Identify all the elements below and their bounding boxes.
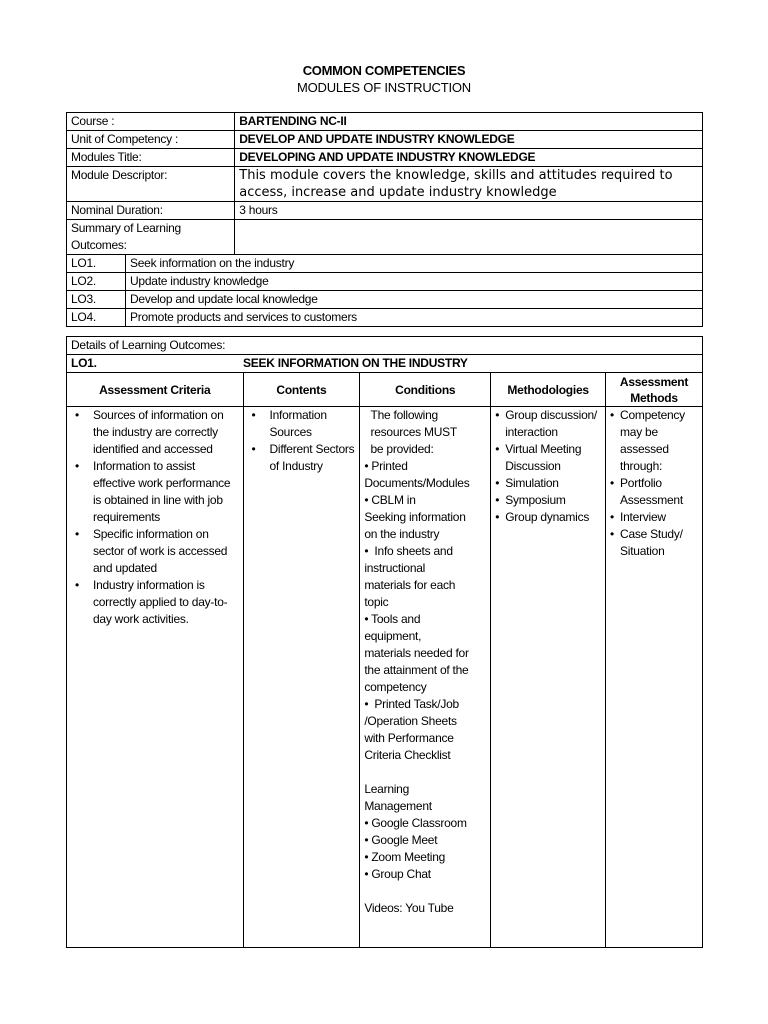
list-item: • Information to assist effective work performance is obtained in line with job requirements [71, 458, 239, 526]
condition-line: be provided: [364, 442, 434, 456]
outcome-code: LO3. [67, 291, 126, 309]
duration-label: Nominal Duration: [67, 202, 235, 220]
condition-line: with Performance [364, 731, 454, 745]
list-item: • Competency may be assessed through: [610, 407, 698, 475]
condition-line: Seeking information [364, 510, 466, 524]
condition-line: Management [364, 799, 432, 813]
contents-cell [243, 407, 360, 948]
outcome-code: LO1. [67, 255, 126, 273]
condition-line: competency [364, 680, 427, 694]
list-item: • Case Study/ Situation [610, 526, 698, 560]
list-item: • Specific information on sector of work is accessed and updated [71, 526, 239, 577]
descriptor-label: Module Descriptor: [67, 167, 235, 202]
list-item: • Different Sectors of Industry [248, 441, 356, 475]
list-item: • Portfolio Assessment [610, 475, 698, 509]
list-item: • Industry information is correctly applied to day-to-day work activities. [71, 577, 239, 628]
condition-line: /Operation Sheets [364, 714, 457, 728]
condition-line: topic [364, 595, 389, 609]
lo-title: SEEK INFORMATION ON THE INDUSTRY [243, 355, 703, 373]
summary-label-text: Summary of Learning Outcomes: [71, 221, 181, 252]
details-label: Details of Learning Outcomes: [67, 337, 703, 355]
condition-line: • Info sheets and [364, 544, 453, 558]
list-item: • Virtual Meeting Discussion [495, 441, 601, 475]
descriptor-row [67, 167, 703, 202]
outcome-text: Update industry knowledge [126, 273, 703, 291]
criteria-cell [67, 407, 244, 948]
condition-line: Documents/Modules [364, 476, 470, 490]
condition-line: • Printed [364, 459, 408, 473]
summary-value [235, 220, 703, 255]
summary-row [67, 220, 703, 255]
condition-line: Criteria Checklist [364, 748, 451, 762]
outcome-text: Promote products and services to customers [126, 309, 703, 327]
condition-line: resources MUST [364, 425, 458, 439]
page-subtitle: MODULES OF INSTRUCTION [297, 80, 471, 95]
lo-heading-row [67, 355, 703, 373]
outcome-row [67, 255, 703, 273]
course-info-table [66, 112, 703, 327]
column-header-row [67, 373, 703, 407]
list-item: • Simulation [495, 475, 601, 492]
outcome-code: LO2. [67, 273, 126, 291]
content-row [67, 407, 703, 948]
condition-line: materials for each [364, 578, 456, 592]
header-conditions: Conditions [360, 373, 491, 407]
condition-line: • Zoom Meeting [364, 850, 446, 864]
list-item: • Interview [610, 509, 698, 526]
condition-line: Learning [364, 782, 410, 796]
assessment-methods-cell [606, 407, 703, 948]
course-row [67, 113, 703, 131]
header-methodologies: Methodologies [491, 373, 606, 407]
condition-line: • CBLM in [364, 493, 416, 507]
condition-line: instructional [364, 561, 426, 575]
unit-value: DEVELOP AND UPDATE INDUSTRY KNOWLEDGE [235, 131, 703, 149]
unit-label: Unit of Competency : [67, 131, 235, 149]
header-assessment-criteria: Assessment Criteria [67, 373, 244, 407]
condition-line: • Group Chat [364, 867, 431, 881]
list-item: • Information Sources [248, 407, 356, 441]
condition-line: • Google Meet [364, 833, 438, 847]
condition-line: the attainment of the [364, 663, 469, 677]
contents-list [248, 407, 356, 475]
learning-outcome-details-table [66, 336, 703, 948]
modules-title-row [67, 149, 703, 167]
condition-line: on the industry [364, 527, 440, 541]
condition-line: The following [364, 408, 438, 422]
lo-code: LO1. [67, 355, 244, 373]
unit-row [67, 131, 703, 149]
course-label: Course : [67, 113, 235, 131]
outcome-row [67, 273, 703, 291]
outcome-text: Develop and update local knowledge [126, 291, 703, 309]
duration-value: 3 hours [235, 202, 703, 220]
list-item: • Group discussion/ interaction [495, 407, 601, 441]
methodologies-cell [491, 407, 606, 948]
summary-label [67, 220, 235, 255]
condition-line: materials needed for [364, 646, 469, 660]
outcome-text: Seek information on the industry [126, 255, 703, 273]
outcome-row [67, 291, 703, 309]
condition-line: Videos: You Tube [364, 901, 454, 915]
list-item: • Symposium [495, 492, 601, 509]
page-title: COMMON COMPETENCIES [302, 63, 466, 78]
condition-line: • Google Classroom [364, 816, 467, 830]
duration-row [67, 202, 703, 220]
details-label-row [67, 337, 703, 355]
criteria-list [71, 407, 239, 628]
course-value: BARTENDING NC-II [235, 113, 703, 131]
outcome-row [67, 309, 703, 327]
condition-line [364, 883, 486, 900]
list-item: • Sources of information on the industry are correctly identified and accessed [71, 407, 239, 458]
modules-title-label: Modules Title: [67, 149, 235, 167]
methods-list [610, 407, 698, 560]
descriptor-value: This module covers the knowledge, skills and attitudes required to access, increase and update industry knowledge [235, 167, 703, 202]
condition-line [364, 764, 486, 781]
condition-line: • Tools and [364, 612, 421, 626]
condition-line: • Printed Task/Job [364, 697, 459, 711]
modules-title-value: DEVELOPING AND UPDATE INDUSTRY KNOWLEDGE [235, 149, 703, 167]
conditions-cell [360, 407, 491, 948]
methodologies-list [495, 407, 601, 526]
list-item: • Group dynamics [495, 509, 601, 526]
outcome-code: LO4. [67, 309, 126, 327]
condition-line: equipment, [364, 629, 422, 643]
header-assessment-methods: Assessment Methods [606, 373, 703, 407]
header-contents: Contents [243, 373, 360, 407]
